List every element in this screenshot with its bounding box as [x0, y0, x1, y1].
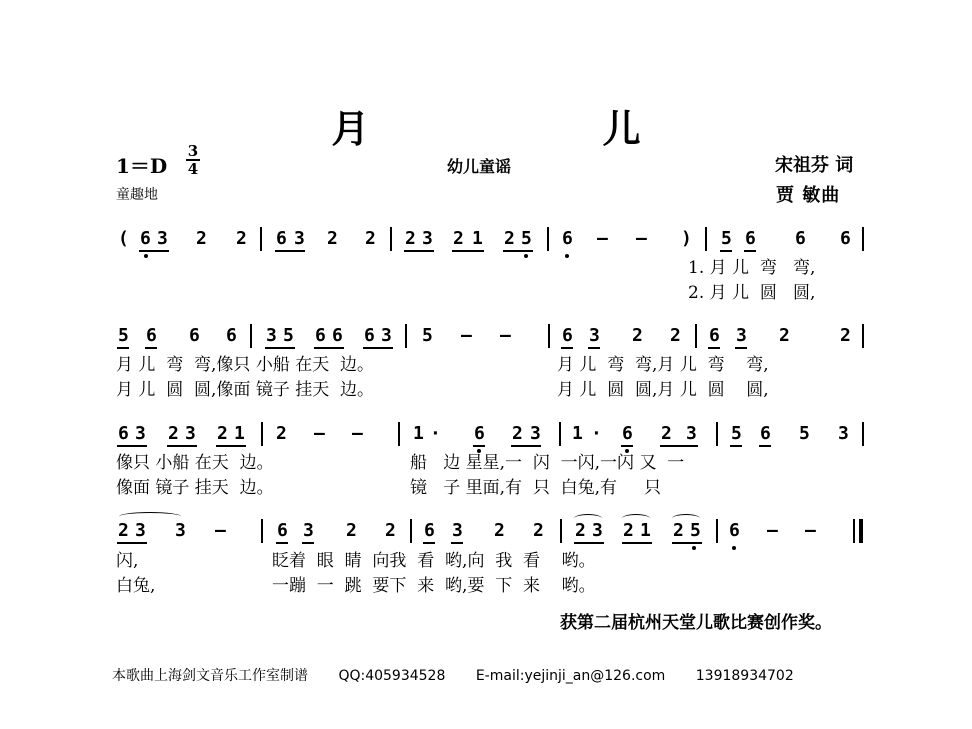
- underline: [730, 445, 742, 447]
- underline: [708, 347, 720, 349]
- lyric-verse-2: 2. 月 儿 圆 圆,: [688, 283, 816, 303]
- note: 5: [422, 325, 433, 346]
- note: 2: [533, 520, 544, 541]
- note: 6: [276, 228, 287, 249]
- lyric-verse-1: 月 儿 弯 弯,月 儿 弯 弯,: [557, 355, 769, 375]
- note: 2: [217, 423, 228, 444]
- underline: [744, 250, 756, 252]
- note: 3: [294, 228, 305, 249]
- lyric-verse-1: 闪,: [116, 551, 139, 571]
- note: 6: [562, 325, 573, 346]
- note: 2: [385, 520, 396, 541]
- note: 6: [146, 325, 157, 346]
- footer-email: E-mail:yejinji_an@126.com: [475, 668, 666, 684]
- note: 2: [661, 423, 672, 444]
- underline: [503, 250, 533, 252]
- note: 3: [381, 325, 392, 346]
- note: 2: [512, 423, 523, 444]
- key-signature: 1＝D: [116, 154, 168, 178]
- note: 3: [592, 520, 603, 541]
- underline: [588, 347, 600, 349]
- underline: [314, 347, 344, 349]
- note: 3: [135, 520, 146, 541]
- note: 1: [640, 520, 651, 541]
- note: 6: [729, 520, 740, 541]
- footer-phone: 13918934702: [695, 668, 794, 684]
- genre-label: 幼儿童谣: [447, 157, 512, 176]
- note: 6: [760, 423, 771, 444]
- note: 2: [670, 325, 681, 346]
- note: —: [461, 325, 472, 346]
- underline: [216, 445, 246, 447]
- underline: [473, 445, 485, 447]
- underline: [117, 445, 147, 447]
- footer-qq: QQ:405934528: [338, 668, 446, 684]
- note: 2: [236, 228, 247, 249]
- note: 3: [838, 423, 849, 444]
- note: 5: [721, 228, 732, 249]
- note: —: [597, 228, 608, 249]
- note: 2: [632, 325, 643, 346]
- barline: [862, 422, 864, 446]
- barline: [560, 519, 562, 543]
- barline: [716, 519, 718, 543]
- note: 2: [453, 228, 464, 249]
- lyric-verse-1: 眨着 眼 睛 向我 看 哟,向 我 看 哟。: [272, 551, 596, 571]
- barline: [410, 519, 412, 543]
- barline: [250, 324, 252, 348]
- note: 3: [589, 325, 600, 346]
- barline: [261, 422, 263, 446]
- note: 3: [530, 423, 541, 444]
- note: 3: [175, 520, 186, 541]
- note: 3: [266, 325, 277, 346]
- lyric-verse-2: 像面 镜子 挂天 边。: [116, 478, 274, 498]
- note: 5: [799, 423, 810, 444]
- note: 6: [364, 325, 375, 346]
- note: 6: [562, 228, 573, 249]
- note: 6: [745, 228, 756, 249]
- lyric-verse-2: 镜 子 里面,有 只 白兔,有 只: [410, 478, 662, 498]
- note: 6: [622, 423, 633, 444]
- note: 5: [731, 423, 742, 444]
- note: 5: [690, 520, 701, 541]
- barline: [405, 324, 407, 348]
- note: —: [636, 228, 647, 249]
- underline: [276, 542, 288, 544]
- underline: [561, 347, 573, 349]
- underline: [451, 542, 463, 544]
- note: —: [215, 520, 226, 541]
- barline: [261, 519, 263, 543]
- barline: [260, 227, 262, 251]
- low-octave-dot: [565, 254, 569, 258]
- underline: [139, 250, 169, 252]
- note: 2: [623, 520, 634, 541]
- time-signature: [186, 143, 200, 177]
- underline: [511, 445, 541, 447]
- underline: [363, 347, 393, 349]
- note: 3: [185, 423, 196, 444]
- note: 3: [736, 325, 747, 346]
- barline: [548, 324, 550, 348]
- note: 1: [572, 423, 583, 444]
- barline: [398, 422, 400, 446]
- note: 2: [494, 520, 505, 541]
- note: 3: [135, 423, 146, 444]
- note: 6: [277, 520, 288, 541]
- note: 6: [795, 228, 806, 249]
- note: 6: [424, 520, 435, 541]
- underline: [117, 542, 147, 544]
- lyric-verse-1: 月 儿 弯 弯,像只 小船 在天 边。: [116, 355, 375, 375]
- note: 3: [686, 423, 697, 444]
- note: 2: [276, 423, 287, 444]
- note: 1: [472, 228, 483, 249]
- underline: [275, 250, 305, 252]
- note: 6: [118, 423, 129, 444]
- note: ): [681, 228, 692, 249]
- note: ·: [591, 423, 602, 444]
- tempo-marking: 童趣地: [116, 187, 158, 203]
- underline: [167, 445, 197, 447]
- barline: [390, 227, 392, 251]
- note: —: [767, 520, 778, 541]
- composer-credit: 贾 敏曲: [776, 185, 841, 206]
- lyric-verse-2: 月 儿 圆 圆,像面 镜子 挂天 边。: [116, 380, 375, 400]
- underline: [117, 347, 129, 349]
- underline: [423, 542, 435, 544]
- note: (: [118, 228, 129, 249]
- barline: [862, 324, 864, 348]
- lyric-verse-2: 一蹦 一 跳 要下 来 哟,要 下 来 哟。: [272, 576, 596, 596]
- note: 6: [226, 325, 237, 346]
- award-note: 获第二届杭州天堂儿歌比赛创作奖。: [560, 613, 832, 633]
- underline: [660, 445, 698, 447]
- footer-credits: [112, 665, 820, 685]
- underline: [452, 250, 484, 252]
- note: 6: [840, 228, 851, 249]
- note: 5: [521, 228, 532, 249]
- underline: [672, 542, 702, 544]
- lyric-verse-1: 像只 小船 在天 边。: [116, 453, 274, 473]
- barline: [716, 422, 718, 446]
- note: 5: [118, 325, 129, 346]
- barline: [695, 324, 697, 348]
- final-barline-thin: [853, 519, 855, 543]
- note: 2: [196, 228, 207, 249]
- note: —: [314, 423, 325, 444]
- note: 6: [140, 228, 151, 249]
- barline: [862, 227, 864, 251]
- underline: [265, 347, 295, 349]
- note: 3: [303, 520, 314, 541]
- barline: [547, 227, 549, 251]
- note: 2: [327, 228, 338, 249]
- note: 3: [157, 228, 168, 249]
- note: 2: [346, 520, 357, 541]
- underline: [145, 347, 157, 349]
- note: 1: [234, 423, 245, 444]
- low-octave-dot: [732, 546, 736, 550]
- note: 2: [118, 520, 129, 541]
- final-barline-thick: [859, 519, 863, 543]
- note: 6: [332, 325, 343, 346]
- note: 2: [365, 228, 376, 249]
- low-octave-dot: [524, 254, 528, 258]
- barline: [705, 227, 707, 251]
- note: 2: [673, 520, 684, 541]
- lyric-verse-2: 月 儿 圆 圆,月 儿 圆 圆,: [557, 380, 769, 400]
- underline: [404, 250, 434, 252]
- underline: [621, 445, 633, 447]
- underline: [622, 542, 652, 544]
- note: 3: [452, 520, 463, 541]
- note: 3: [422, 228, 433, 249]
- note: —: [805, 520, 816, 541]
- note: 2: [504, 228, 515, 249]
- note: 2: [840, 325, 851, 346]
- barline: [559, 422, 561, 446]
- lyricist-credit: 宋祖芬 词: [775, 155, 854, 176]
- underline: [759, 445, 771, 447]
- time-signature-bottom: 4: [187, 160, 199, 178]
- note: 2: [405, 228, 416, 249]
- note: 6: [709, 325, 720, 346]
- note: 2: [779, 325, 790, 346]
- note: 6: [189, 325, 200, 346]
- note: 6: [315, 325, 326, 346]
- note: —: [352, 423, 363, 444]
- note: 1: [413, 423, 424, 444]
- lyric-verse-1: 船 边 星星,一 闪 一闪,一闪 又 一: [410, 453, 685, 473]
- time-signature-top: 3: [187, 142, 199, 160]
- note: —: [500, 325, 511, 346]
- lyric-verse-1: 1. 月 儿 弯 弯,: [688, 258, 816, 278]
- note: ·: [430, 423, 441, 444]
- note: 5: [283, 325, 294, 346]
- note: 2: [575, 520, 586, 541]
- low-octave-dot: [144, 254, 148, 258]
- low-octave-dot: [692, 546, 696, 550]
- underline: [720, 250, 732, 252]
- underline: [735, 347, 747, 349]
- underline: [302, 542, 314, 544]
- note: 6: [474, 423, 485, 444]
- footer-studio: 本歌曲上海剑文音乐工作室制谱: [112, 668, 308, 684]
- note: 2: [168, 423, 179, 444]
- lyric-verse-2: 白兔,: [116, 576, 156, 596]
- song-title: 月 儿: [331, 106, 751, 151]
- underline: [574, 542, 604, 544]
